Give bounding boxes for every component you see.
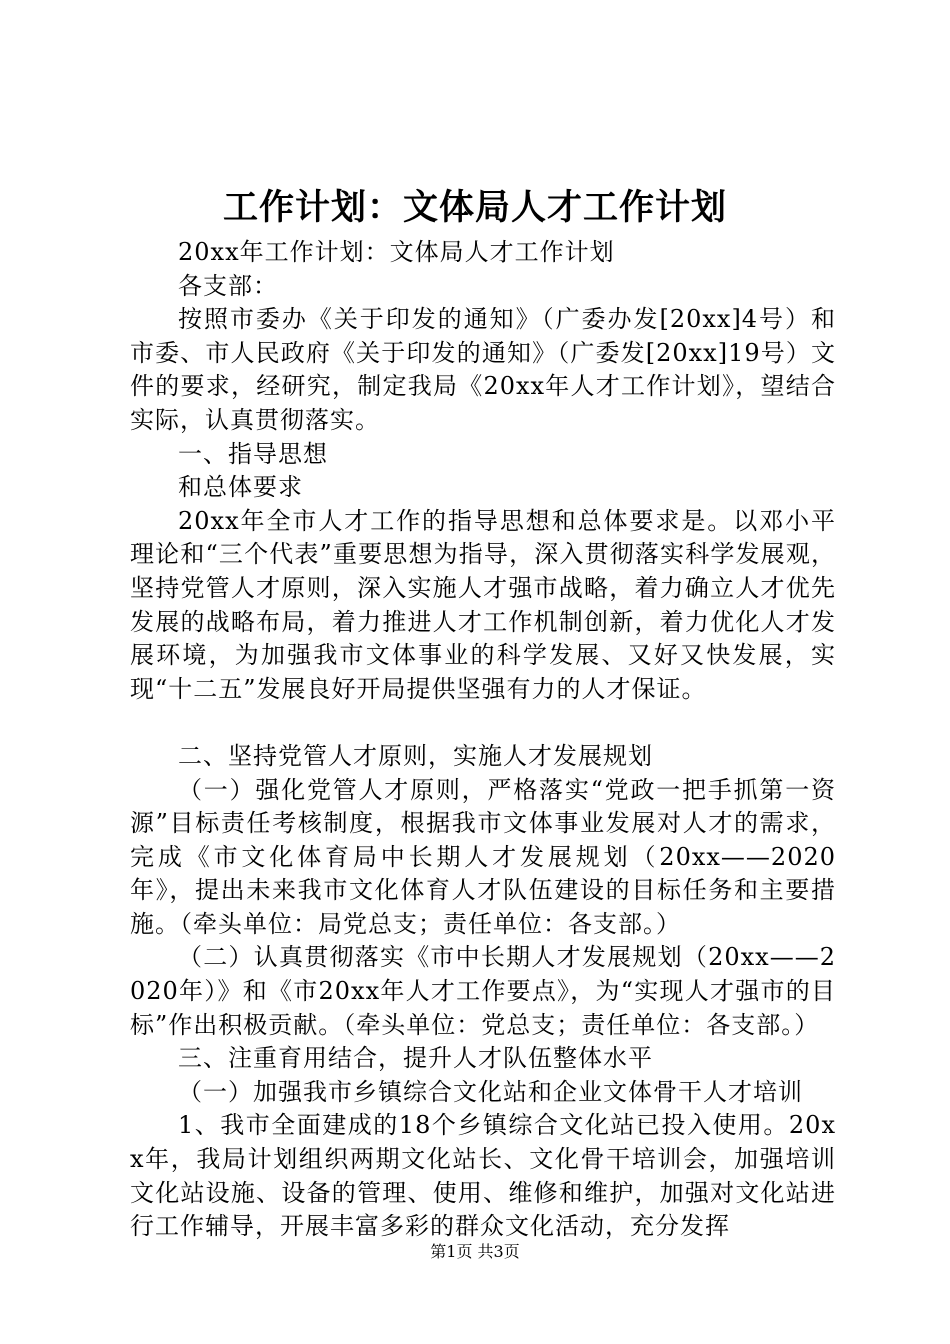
document-body xyxy=(130,236,836,1244)
section-heading-1: 一、指导思想 xyxy=(178,439,328,468)
section-heading-2: 二、坚持党管人才原则，实施人才发展规划 xyxy=(178,741,653,770)
subsection-heading-3-1: （一）加强我市乡镇综合文化站和企业文体骨干人才培训 xyxy=(178,1077,803,1106)
document-title: 工作计划：文体局人才工作计划 xyxy=(222,188,727,228)
paragraph-subtitle: 20xx年工作计划：文体局人才工作计划 xyxy=(178,238,615,266)
page-footer: 第1页 共3页 xyxy=(430,1242,520,1261)
section-heading-1-cont: 和总体要求 xyxy=(178,473,303,502)
paragraph-3-1-1: 1、我市全面建成的18个乡镇综合文化站已投入使用。20xx年，我局计划组织两期文化站长、文化骨干培训会，加强培训文化站设施、设备的管理、使用、维修和维护，加强对文化站进行工作辅导，开展丰富多彩的群众文化活动，充分发挥 xyxy=(130,1111,836,1241)
paragraph-guiding-thought: 20xx年全市人才工作的指导思想和总体要求是。以邓小平理论和“三个代表”重要思想为指导，深入贯彻落实科学发展观，坚持党管人才原则，深入实施人才强市战略，着力确立人才优先发展的战略布局，着力推进人才工作机制创新，着力优化人才发展环境，为加强我市文体事业的科学发展、又好又快发展，实现“十二五”发展良好开局提供坚强有力的人才保证。 xyxy=(130,506,836,703)
paragraph-intro: 按照市委办《关于印发的通知》（广委办发[20xx]4号）和市委、市人民政府《关于印发的通知》（广委发[20xx]19号）文件的要求，经研究，制定我局《20xx年人才工作计划》，望结合实际，认真贯彻落实。 xyxy=(130,305,836,434)
section-heading-3: 三、注重育用结合，提升人才队伍整体水平 xyxy=(178,1044,653,1073)
paragraph-2-1: （一）强化党管人才原则，严格落实“党政一把手抓第一资源”目标责任考核制度，根据我市文体事业发展对人才的需求，完成《市文化体育局中长期人才发展规划（20xx——2020年》，提出未来我市文化体育人才队伍建设的目标任务和主要措施。（牵头单位：局党总支；责任单位：各支部。） xyxy=(130,775,836,938)
paragraph-2-2: （二）认真贯彻落实《市中长期人才发展规划（20xx——2020年）》和《市20xx年人才工作要点》，为“实现人才强市的目标”作出积极贡献。（牵头单位：党总支；责任单位：各支部。） xyxy=(130,943,836,1039)
paragraph-salutation: 各支部： xyxy=(178,271,278,300)
